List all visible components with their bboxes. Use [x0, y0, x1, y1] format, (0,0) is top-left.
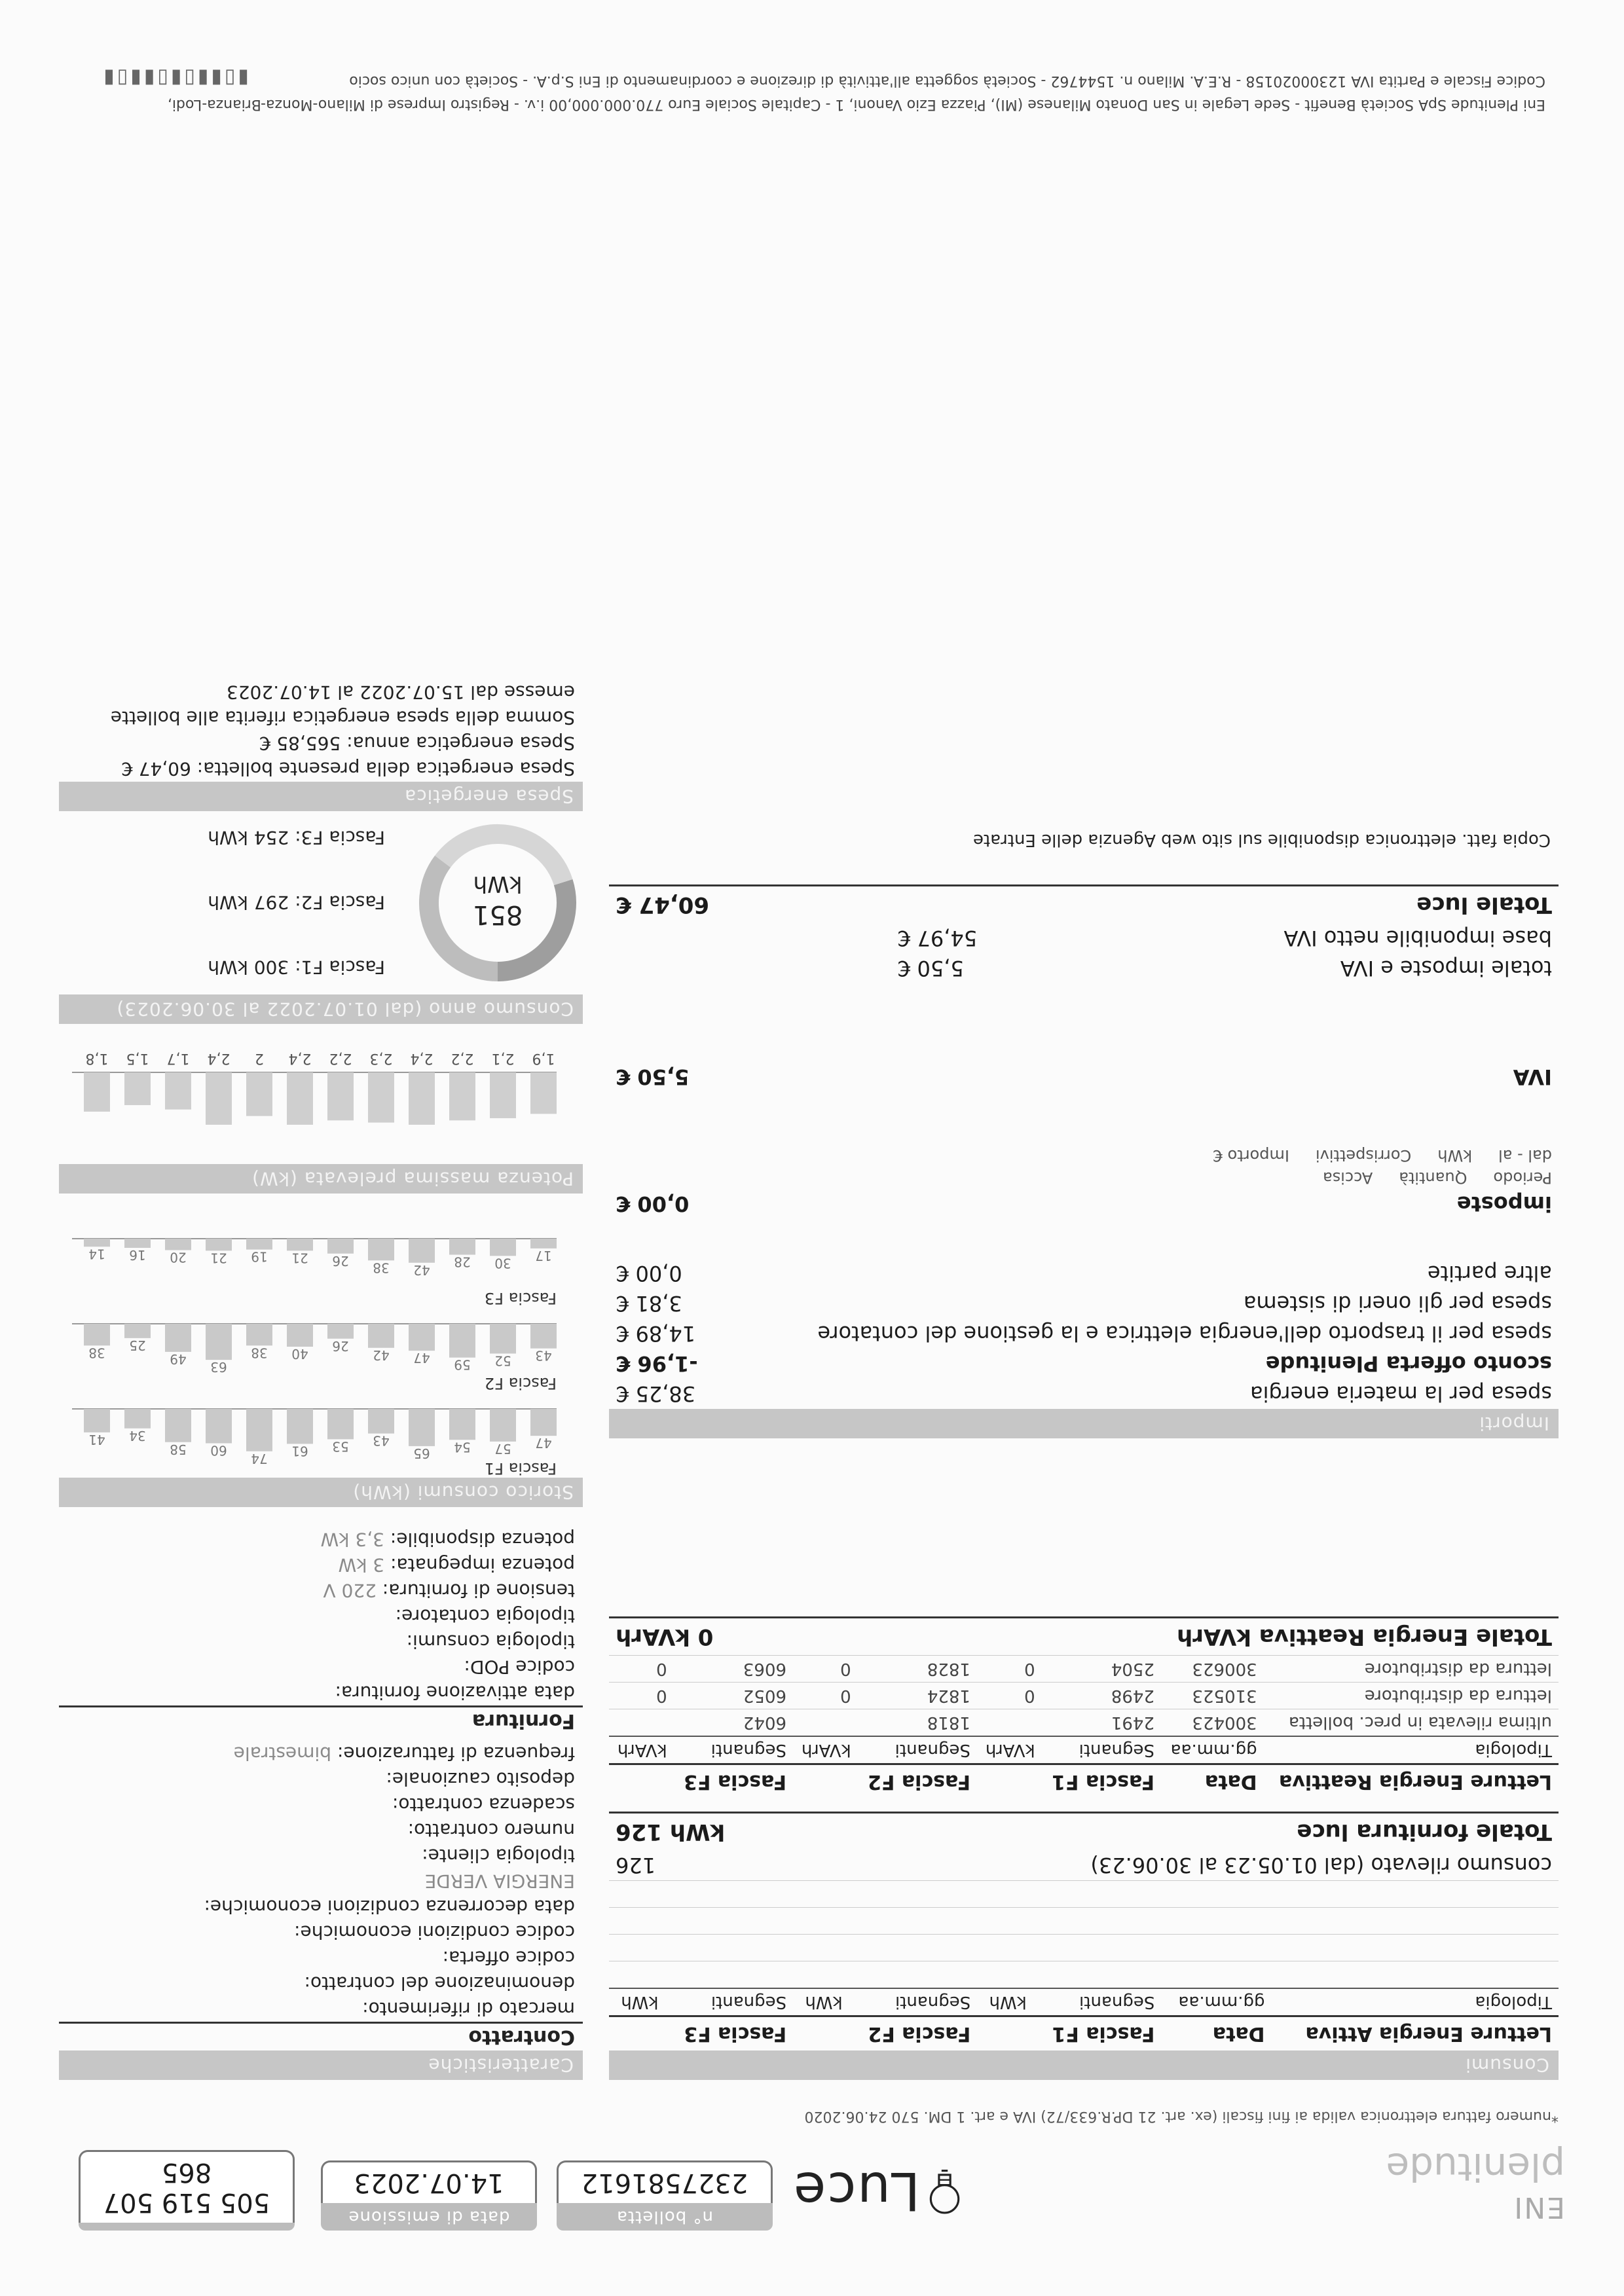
- bar-fascia-f2: [84, 1324, 110, 1345]
- imponibile-row: base imponibile netto IVA 54,97 €: [897, 926, 1552, 951]
- eni-brand-mark: ENI: [1513, 2191, 1565, 2224]
- fornitura-row: [59, 1578, 583, 1603]
- bar-value-label: 41: [88, 1431, 105, 1448]
- caratteristiche-header: Caratteristiche: [59, 2050, 583, 2080]
- sub-col: kVArh: [609, 1736, 674, 1764]
- sub-col: Tipologia: [1264, 1736, 1559, 1764]
- fornitura-label: tensione di fornitura:: [382, 1580, 575, 1601]
- issue-date: 14.07.2023: [321, 2160, 537, 2203]
- iva-row: [609, 1062, 1559, 1092]
- bar-fascia-f3: [206, 1239, 232, 1250]
- attiva-table: [609, 1880, 1559, 2050]
- bar-potenza: [287, 1072, 313, 1125]
- spesa-bolletta: Spesa energetica della presente bolletta: 60,47 €: [120, 758, 575, 780]
- bill-number-box: [557, 2160, 773, 2231]
- product-luce: [792, 2152, 963, 2231]
- contratto-label: numero contratto:: [407, 1819, 575, 1841]
- brand-name: plenitude: [1386, 2145, 1565, 2189]
- bar-value-label: 63: [210, 1359, 227, 1376]
- totale-imposte-row: totale imposte e IVA 5,50 €: [897, 956, 1552, 981]
- fornitura-row: [59, 1629, 583, 1654]
- bar-fascia-f1: [449, 1409, 475, 1440]
- totale-luce-row: [609, 884, 1559, 923]
- importo-line: spesa per il trasporto dell'energia elettrica e la gestione del contatore 14,89 €: [616, 1321, 1552, 1346]
- bill-number-label: n° bolletta: [557, 2203, 773, 2231]
- totale-reattiva-row: [609, 1616, 1559, 1655]
- consumo-value: 126: [616, 1853, 656, 1878]
- bar-potenza: [246, 1072, 272, 1116]
- bar-potenza: [327, 1072, 354, 1120]
- bar-fascia-f2: [449, 1324, 475, 1358]
- contratto-label: codice offerta:: [442, 1947, 575, 1969]
- contratto-label: deposito cauzionale:: [386, 1768, 575, 1790]
- imposte-value: 0,00 €: [616, 1192, 690, 1216]
- bar-value-label: 38: [88, 1345, 105, 1361]
- barcode: ▮▯▮▮▯▮▯▮▮▯▮: [101, 67, 249, 90]
- bar-value-label: 2,2: [451, 1050, 474, 1066]
- bar-fascia-f1: [490, 1409, 516, 1442]
- consumo-donut: [413, 818, 583, 988]
- sub-col: Segnanti: [665, 1988, 793, 2016]
- attiva-title: Letture Energia Attiva: [1272, 2016, 1559, 2051]
- bar-value-label: 2,4: [288, 1050, 312, 1066]
- bar-value-label: 2,3: [369, 1050, 393, 1066]
- consumo-anno-header: Consumo anno (dal 01.07.2022 al 30.06.2023): [59, 994, 583, 1024]
- totale-luce-label: Totale luce: [1416, 892, 1552, 918]
- bar-fascia-f3: [287, 1239, 313, 1250]
- fornitura-value: 3,3 kW: [320, 1529, 390, 1550]
- fornitura-title: Fornitura: [59, 1705, 583, 1734]
- bar-value-label: 38: [251, 1345, 268, 1361]
- sub-col: kVArh: [977, 1736, 1042, 1764]
- emesse-label: emesse dal 15.07.2022 al 14.07.2023: [226, 682, 575, 703]
- bar-value-label: 14: [88, 1246, 105, 1262]
- bar-fascia-f2: [327, 1324, 354, 1339]
- imposte-row: [609, 1189, 1559, 1219]
- contratto-row: [59, 1843, 583, 1868]
- col-f3: Fascia F3: [674, 1764, 793, 1799]
- bar-fascia-f2: [124, 1324, 151, 1338]
- customer-code-label: [79, 2223, 295, 2231]
- bar-value-label: 21: [210, 1250, 227, 1266]
- bar-value-label: 74: [251, 1450, 268, 1467]
- copia-fattura-note: Copia fatt. elettronica disponibile sul sito web Agenzia delle Entrate: [972, 830, 1551, 850]
- table-row: lettura da distributore 310523 2498 0 1824 0 6052 0: [609, 1683, 1559, 1709]
- fornitura-label: tipologia contatore:: [395, 1605, 575, 1627]
- donut-value: 851: [472, 900, 523, 930]
- bar-value-label: 19: [251, 1248, 268, 1265]
- bar-fascia-f2: [287, 1324, 313, 1347]
- importo-line: spesa per gli oneri di sistema 3,81 €: [616, 1291, 1552, 1316]
- contratto-row: [59, 1868, 583, 1894]
- importo-line: altre partite 0,00 €: [616, 1261, 1552, 1286]
- bar-fascia-f2: [490, 1324, 516, 1354]
- bar-fascia-f1: [530, 1409, 557, 1436]
- bar-fascia-f3: [530, 1239, 557, 1248]
- bar-potenza: [409, 1072, 435, 1125]
- bar-value-label: 58: [170, 1441, 187, 1457]
- bar-fascia-f1: [246, 1409, 272, 1451]
- contratto-label: denominazione del contratto:: [304, 1973, 575, 1994]
- bar-value-label: 17: [535, 1247, 552, 1264]
- product-label: Luce: [792, 2160, 921, 2222]
- bar-value-label: 65: [413, 1445, 430, 1461]
- reattiva-title: Letture Energia Reattiva: [1264, 1764, 1559, 1799]
- bar-value-label: 1,8: [85, 1050, 109, 1066]
- imposte-label: imposte: [1456, 1192, 1552, 1216]
- bar-value-label: 40: [291, 1346, 308, 1362]
- bar-fascia-f3: [409, 1239, 435, 1263]
- somma-label: Somma della spesa energetica riferita alle bollette: [110, 707, 575, 729]
- sub-col: Tipologia: [1272, 1988, 1559, 2016]
- fornitura-label: potenza impegnata:: [390, 1554, 575, 1576]
- bar-fascia-f2: [530, 1324, 557, 1349]
- sub-col: Segnanti: [849, 1988, 978, 2016]
- contratto-label: tipologia cliente:: [422, 1845, 575, 1867]
- bar-fascia-f3: [490, 1239, 516, 1256]
- bar-value-label: 16: [129, 1247, 146, 1263]
- bar-potenza: [206, 1072, 232, 1125]
- potenza-header: Potenza massima prelevata (kW): [59, 1164, 583, 1194]
- bar-fascia-f1: [368, 1409, 394, 1434]
- bar-potenza: [368, 1072, 394, 1123]
- bar-value-label: 2,4: [207, 1050, 231, 1066]
- fascia-label: Fascia F1: [484, 1459, 557, 1478]
- bar-fascia-f2: [206, 1324, 232, 1360]
- bar-potenza: [84, 1072, 110, 1112]
- bar-value-label: 47: [535, 1435, 552, 1451]
- contratto-row: [59, 1971, 583, 1996]
- bar-value-label: 2,2: [329, 1050, 352, 1066]
- fornitura-row: [59, 1527, 583, 1552]
- sub-col: Segnanti: [1033, 1988, 1162, 2016]
- bar-value-label: 1,7: [166, 1050, 190, 1066]
- contratto-value: ENERGIA VERDE: [424, 1870, 575, 1892]
- imposte-subcols: dal - al kWh Corrispettivi Importo €: [1212, 1146, 1552, 1165]
- fornitura-label: tipologia consumi:: [406, 1631, 575, 1652]
- contratto-title: Contratto: [59, 2022, 583, 2050]
- lightbulb-icon: [927, 2159, 963, 2224]
- col-f2: Fascia F2: [858, 1764, 977, 1799]
- importi-section: [609, 828, 1559, 1438]
- importo-line: spesa per la materia energia 38,25 €: [616, 1381, 1552, 1406]
- bar-fascia-f2: [246, 1324, 272, 1345]
- electronic-invoice-note: *numero fattura elettronica valida ai fini fiscali (ex. art. 21 DP.R.633/72) IVA e art. 1 DM. 570 24.06.2020: [804, 2108, 1559, 2124]
- bar-value-label: 57: [494, 1440, 511, 1457]
- fornitura-row: [59, 1552, 583, 1578]
- col-f1: Fascia F1: [1042, 1764, 1161, 1799]
- bar-fascia-f3: [449, 1239, 475, 1255]
- fornitura-value: 3 kW: [338, 1554, 391, 1576]
- totale-reattiva-value: 0 kVArh: [616, 1624, 714, 1650]
- bar-fascia-f1: [124, 1409, 151, 1429]
- fascia-f3-total: Fascia F3: 254 kWh: [208, 827, 385, 849]
- fornitura-label: codice POD:: [464, 1656, 575, 1678]
- potenza-chart: [59, 1033, 583, 1164]
- bar-value-label: 49: [170, 1351, 187, 1367]
- storico-chart: [59, 1203, 583, 1478]
- bar-potenza: [165, 1072, 191, 1110]
- table-row: [609, 1961, 1559, 1989]
- bar-fascia-f1: [409, 1409, 435, 1446]
- fascia-f1-total: Fascia F1: 300 kWh: [208, 957, 385, 979]
- fornitura-row: [59, 1603, 583, 1629]
- sub-col: kVArh: [793, 1736, 858, 1764]
- contratto-row: [59, 1817, 583, 1843]
- imposte-cols: Periodo Quantità Accisa: [1322, 1169, 1552, 1187]
- bar-value-label: 54: [454, 1439, 471, 1455]
- totale-luce-value: 60,47 €: [616, 892, 710, 918]
- contratto-row: [59, 1792, 583, 1817]
- plenitude-logo: [1290, 2145, 1565, 2224]
- contratto-row: [59, 1741, 583, 1766]
- consumi-section: [609, 1616, 1559, 2080]
- sub-col: kWh: [977, 1988, 1033, 2016]
- contratto-label: scadenza contratto:: [392, 1794, 575, 1815]
- iva-label: IVA: [1513, 1065, 1552, 1089]
- importo-line: sconto offerta Plenitude -1,96 €: [616, 1351, 1552, 1376]
- col-f2: Fascia F2: [849, 2016, 978, 2051]
- bar-fascia-f2: [165, 1324, 191, 1352]
- bar-value-label: 52: [494, 1353, 511, 1369]
- bar-fascia-f2: [368, 1324, 394, 1348]
- sub-col: gg.mm.aa: [1161, 1988, 1271, 2016]
- reattiva-table: [609, 1655, 1559, 1798]
- contratto-label: frequenza di fatturazione:: [337, 1743, 575, 1764]
- spesa-header: Spesa energetica: [59, 782, 583, 811]
- bar-value-label: 61: [291, 1443, 308, 1459]
- bar-fascia-f3: [124, 1239, 151, 1248]
- bar-value-label: 38: [373, 1260, 390, 1276]
- issue-date-box: [321, 2160, 537, 2231]
- iva-value: 5,50 €: [616, 1065, 690, 1089]
- bar-fascia-f1: [165, 1409, 191, 1442]
- bar-value-label: 53: [332, 1438, 349, 1455]
- sub-col: Segnanti: [858, 1736, 977, 1764]
- contratto-row: [59, 1996, 583, 2022]
- bar-value-label: 1,9: [532, 1050, 555, 1066]
- bar-value-label: 1,5: [126, 1050, 149, 1066]
- sub-col: gg.mm.aa: [1161, 1736, 1264, 1764]
- customer-code-box: [79, 2150, 295, 2231]
- fascia-label: Fascia F3: [484, 1289, 557, 1307]
- fascia-label: Fascia F2: [484, 1374, 557, 1393]
- fornitura-row: [59, 1654, 583, 1680]
- bar-fascia-f2: [409, 1324, 435, 1351]
- bar-value-label: 2,1: [491, 1050, 515, 1066]
- bar-value-label: 42: [413, 1262, 430, 1278]
- contratto-row: [59, 1894, 583, 1920]
- footer-line-1: Eni Plenitude SpA Società Benefit - Sede Legale in San Donato Milanese (MI), Piazza Ezio Vanoni, 1 - Capitale Sociale Euro 770.000.000,00 i.v. - Registro Imprese di Milano-Monza-Brianza-Lodi,: [167, 96, 1545, 113]
- consumo-label: consumo rilevato (dal 01.05.23 al 30.06.23): [1090, 1853, 1552, 1878]
- spesa-annua: Spesa energetica annua: 565,85 €: [259, 733, 575, 754]
- bar-value-label: 43: [373, 1432, 390, 1449]
- contratto-label: data decorrenza condizioni economiche:: [204, 1896, 575, 1918]
- bar-value-label: 21: [291, 1250, 308, 1266]
- consumo-anno-box: [59, 811, 583, 994]
- table-row: [609, 1881, 1559, 1908]
- bar-fascia-f3: [327, 1239, 354, 1254]
- sub-col: kWh: [793, 1988, 849, 2016]
- consumo-rilevato-row: [609, 1850, 1559, 1880]
- bar-fascia-f3: [165, 1239, 191, 1250]
- sub-col: Segnanti: [674, 1736, 793, 1764]
- bar-value-label: 60: [210, 1442, 227, 1459]
- col-f3: Fascia F3: [665, 2016, 793, 2051]
- bar-value-label: 47: [413, 1350, 430, 1366]
- table-row: [609, 1908, 1559, 1935]
- bar-value-label: 28: [454, 1254, 471, 1270]
- bar-value-label: 26: [332, 1338, 349, 1354]
- sub-col: Segnanti: [1042, 1736, 1161, 1764]
- bar-fascia-f3: [368, 1239, 394, 1260]
- bar-value-label: 43: [535, 1347, 552, 1364]
- totale-fornitura-label: Totale fornitura luce: [1297, 1819, 1552, 1845]
- table-row: lettura da distributore 300623 2504 0 1828 0 6063 0: [609, 1656, 1559, 1683]
- issue-date-label: data di emissione: [321, 2203, 537, 2231]
- fornitura-label: data attivazione fornitura:: [335, 1682, 575, 1704]
- bar-potenza: [449, 1072, 475, 1120]
- col-data: Data: [1161, 1764, 1264, 1799]
- totale-fornitura-value: kWh 126: [616, 1819, 726, 1845]
- fornitura-row: [59, 1680, 583, 1705]
- sub-col: kWh: [609, 1988, 665, 2016]
- bar-fascia-f3: [246, 1239, 272, 1250]
- caratteristiche-section: [59, 680, 583, 2080]
- contratto-row: [59, 1945, 583, 1971]
- importi-header: Importi: [609, 1409, 1559, 1438]
- bar-potenza: [490, 1072, 516, 1118]
- bar-value-label: 34: [129, 1427, 146, 1444]
- col-data: Data: [1161, 2016, 1271, 2051]
- fascia-f2-total: Fascia F2: 297 kWh: [208, 892, 385, 914]
- footer-line-2: Codice Fiscale e Partita IVA 12300020158 - R.E.A. Milano n. 1544762 - Società soggetta all'attività di direzione e coordinamento di Eni S.p.A. - Società con unico socio: [349, 73, 1545, 89]
- bar-value-label: 25: [129, 1337, 146, 1353]
- bill-number: 2327581612: [557, 2160, 773, 2203]
- donut-unit: kWh: [473, 871, 523, 897]
- contratto-label: codice condizioni economiche:: [294, 1922, 575, 1943]
- bar-potenza: [530, 1072, 557, 1114]
- totale-fornitura-row: [609, 1812, 1559, 1850]
- fornitura-label: potenza disponibile:: [390, 1529, 575, 1550]
- contratto-row: [59, 1766, 583, 1792]
- bar-value-label: 2: [255, 1050, 264, 1066]
- storico-header: Storico consumi (kWh): [59, 1478, 583, 1507]
- bar-value-label: 20: [170, 1249, 187, 1266]
- bar-fascia-f1: [206, 1409, 232, 1444]
- consumi-header: Consumi: [609, 2050, 1559, 2080]
- contratto-label: mercato di riferimento:: [362, 1998, 575, 2020]
- totale-reattiva-label: Totale Energia Reattiva kVArh: [1176, 1624, 1552, 1650]
- contratto-list: [59, 1741, 583, 2022]
- bar-value-label: 42: [373, 1347, 390, 1363]
- bar-value-label: 59: [454, 1357, 471, 1373]
- fornitura-value: 220 V: [323, 1580, 382, 1601]
- contratto-value: bimestrale: [233, 1743, 337, 1764]
- contratto-row: [59, 1920, 583, 1945]
- bar-value-label: 30: [494, 1255, 511, 1271]
- bar-fascia-f1: [327, 1409, 354, 1439]
- legal-footer: [39, 69, 1545, 116]
- bar-fascia-f1: [84, 1409, 110, 1432]
- table-row: ultima rilevata in prec. bolletta 300423 2491 1818 6042: [609, 1709, 1559, 1737]
- fornitura-list: [59, 1527, 583, 1705]
- customer-code: 505 519 507 865: [79, 2150, 295, 2223]
- col-f1: Fascia F1: [1033, 2016, 1162, 2051]
- table-row: [609, 1935, 1559, 1961]
- bar-fascia-f1: [287, 1409, 313, 1444]
- bar-value-label: 2,4: [410, 1050, 434, 1066]
- bar-value-label: 26: [332, 1252, 349, 1269]
- bar-potenza: [124, 1072, 151, 1105]
